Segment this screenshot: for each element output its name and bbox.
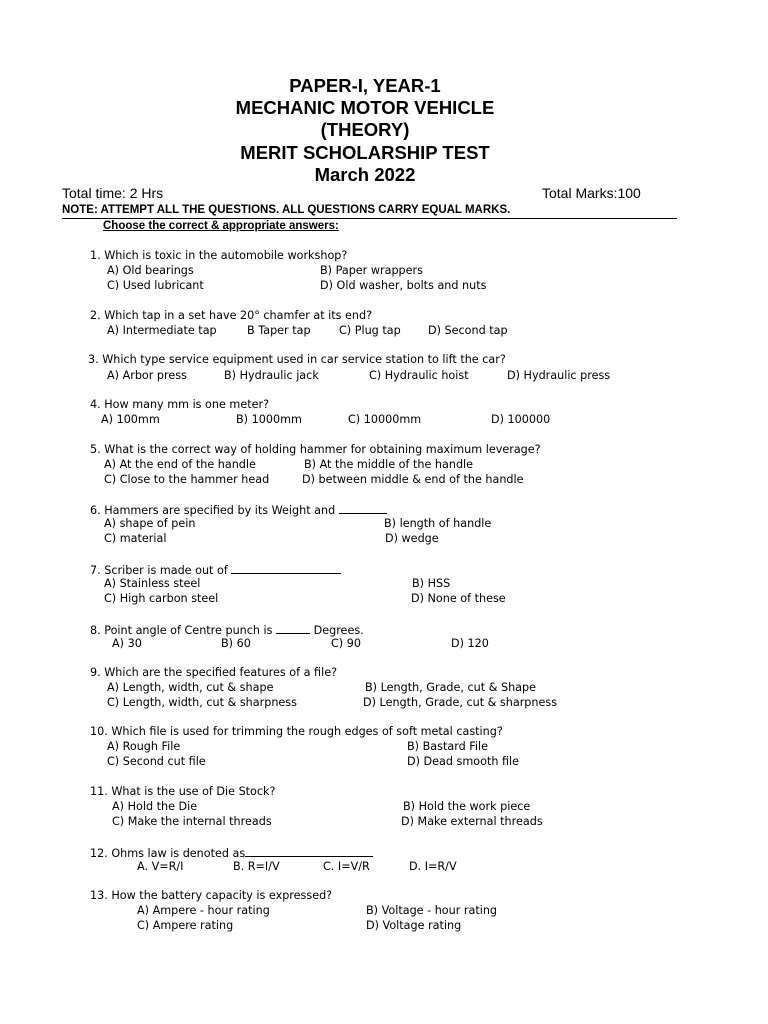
q5-option-c: C) Close to the hammer head <box>104 473 270 486</box>
question-3: 3. Which type service equipment used in car service station to lift the car? <box>88 353 506 366</box>
question-2: 2. Which tap in a set have 20° chamfer at its end? <box>90 309 373 322</box>
q9-option-d: D) Length, Grade, cut & sharpness <box>363 696 558 709</box>
q8-text: 8. Point angle of Centre punch is <box>90 624 273 637</box>
q13-option-c: C) Ampere rating <box>137 919 234 932</box>
total-time <box>62 185 163 201</box>
q5-option-d: D) between middle & end of the handle <box>302 473 524 486</box>
q8-option-b: B) 60 <box>221 637 251 650</box>
paper-type: (THEORY) <box>320 119 410 140</box>
q12-option-d: D. I=R/V <box>409 860 457 873</box>
q11-option-b: B) Hold the work piece <box>403 800 531 813</box>
q12-text: 12. Ohms law is denoted as <box>90 847 246 860</box>
q3-option-d: D) Hydraulic press <box>507 369 611 382</box>
q8-option-a: A) 30 <box>112 637 142 650</box>
q7-option-c: C) High carbon steel <box>104 592 219 605</box>
q10-option-c: C) Second cut file <box>107 755 206 768</box>
q6-option-d: D) wedge <box>385 532 439 545</box>
total-time-value: 2 Hrs <box>129 185 164 201</box>
answer-blank <box>276 622 310 634</box>
exam-note: NOTE: ATTEMPT ALL THE QUESTIONS. ALL QUESTIONS CARRY EQUAL MARKS. <box>62 203 677 219</box>
paper-title: PAPER-I, YEAR-1 <box>289 75 441 96</box>
q9-option-a: A) Length, width, cut & shape <box>107 681 274 694</box>
q6-option-c: C) material <box>104 532 167 545</box>
q10-option-a: A) Rough File <box>107 740 181 753</box>
test-title: MERIT SCHOLARSHIP TEST <box>240 142 490 163</box>
q10-option-b: B) Bastard File <box>407 740 488 753</box>
total-marks-value: 100 <box>617 185 641 201</box>
question-9: 9. Which are the specified features of a file? <box>90 666 338 679</box>
trade-title: MECHANIC MOTOR VEHICLE <box>235 97 495 118</box>
q7-option-a: A) Stainless steel <box>104 577 201 590</box>
q7-option-d: D) None of these <box>411 592 506 605</box>
question-13: 13. How the battery capacity is expressed? <box>90 889 333 902</box>
q11-option-d: D) Make external threads <box>401 815 543 828</box>
question-4: 4. How many mm is one meter? <box>90 398 270 411</box>
q7-option-b: B) HSS <box>412 577 451 590</box>
total-marks-label: Total Marks: <box>542 185 618 201</box>
answer-blank <box>245 845 373 857</box>
q11-option-c: C) Make the internal threads <box>112 815 272 828</box>
q2-option-a: A) Intermediate tap <box>107 324 217 337</box>
q11-option-a: A) Hold the Die <box>112 800 198 813</box>
q8-option-c: C) 90 <box>331 637 361 650</box>
q4-option-d: D) 100000 <box>491 413 551 426</box>
q10-option-d: D) Dead smooth file <box>407 755 520 768</box>
q9-option-c: C) Length, width, cut & sharpness <box>107 696 297 709</box>
q1-option-a: A) Old bearings <box>107 264 194 277</box>
question-11: 11. What is the use of Die Stock? <box>90 785 276 798</box>
question-5: 5. What is the correct way of holding hammer for obtaining maximum leverage? <box>90 443 541 456</box>
q3-option-a: A) Arbor press <box>107 369 187 382</box>
question-8 <box>90 622 364 638</box>
q4-option-b: B) 1000mm <box>236 413 302 426</box>
q12-option-a: A. V=R/I <box>137 860 184 873</box>
q13-option-b: B) Voltage - hour rating <box>366 904 498 917</box>
q3-option-c: C) Hydraulic hoist <box>369 369 469 382</box>
q3-option-b: B) Hydraulic jack <box>224 369 319 382</box>
q6-text: 6. Hammers are specified by its Weight and <box>90 504 336 517</box>
question-10: 10. Which file is used for trimming the rough edges of soft metal casting? <box>90 725 503 738</box>
q8-suffix: Degrees. <box>313 624 364 637</box>
question-1: 1. Which is toxic in the automobile workshop? <box>90 249 348 262</box>
q7-text: 7. Scriber is made out of <box>90 564 228 577</box>
q5-option-b: B) At the middle of the handle <box>304 458 474 471</box>
q12-option-b: B. R=I/V <box>233 860 280 873</box>
question-12 <box>90 845 373 861</box>
total-marks <box>542 185 641 201</box>
q6-option-a: A) shape of pein <box>104 517 196 530</box>
instructions: Choose the correct & appropriate answers: <box>103 220 339 232</box>
q4-option-c: C) 10000mm <box>348 413 422 426</box>
test-date: March 2022 <box>314 164 416 185</box>
q8-option-d: D) 120 <box>451 637 489 650</box>
q1-option-d: D) Old washer, bolts and nuts <box>320 279 487 292</box>
q12-option-c: C. I=V/R <box>323 860 370 873</box>
answer-blank <box>231 562 341 574</box>
q1-option-c: C) Used lubricant <box>107 279 204 292</box>
q13-option-a: A) Ampere - hour rating <box>137 904 270 917</box>
question-6 <box>90 502 387 518</box>
q2-option-d: D) Second tap <box>428 324 508 337</box>
q6-option-b: B) length of handle <box>384 517 492 530</box>
question-7 <box>90 562 341 578</box>
total-time-label: Total time: <box>62 185 126 201</box>
q4-option-a: A) 100mm <box>101 413 160 426</box>
q2-option-c: C) Plug tap <box>339 324 401 337</box>
q13-option-d: D) Voltage rating <box>366 919 462 932</box>
q2-option-b: B Taper tap <box>247 324 311 337</box>
q1-option-b: B) Paper wrappers <box>320 264 423 277</box>
q9-option-b: B) Length, Grade, cut & Shape <box>365 681 537 694</box>
answer-blank <box>339 502 387 514</box>
q5-option-a: A) At the end of the handle <box>104 458 256 471</box>
